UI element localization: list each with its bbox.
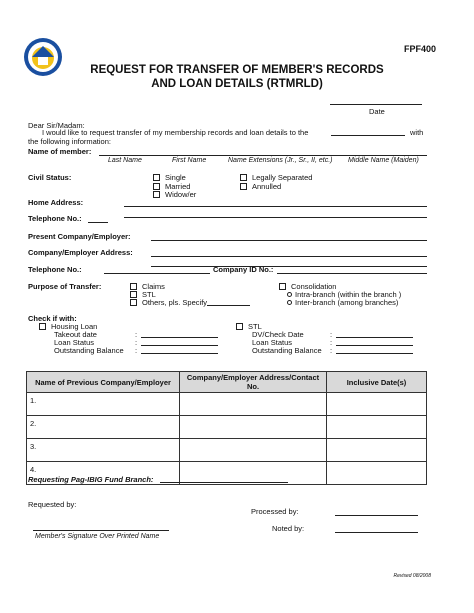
row-number-cell[interactable]: 2. (27, 416, 180, 439)
form-code: FPF400 (404, 44, 437, 54)
purpose-claims[interactable]: Claims (130, 282, 165, 291)
housing-loan-checkbox[interactable]: Housing Loan (39, 322, 97, 331)
purpose-intra-branch[interactable]: Intra-branch (within the branch ) (287, 290, 401, 299)
dates-cell[interactable] (327, 439, 427, 462)
name-extension-caption: Name Extensions (Jr., Sr., II, etc.) (228, 157, 333, 164)
previous-employer-table (26, 371, 427, 485)
requesting-branch-line[interactable] (160, 482, 288, 483)
outstanding-balance-line[interactable] (141, 353, 218, 354)
checkbox-icon (153, 174, 160, 181)
processed-by-label: Processed by: (251, 507, 299, 516)
column-header-inclusive-dates: Inclusive Date(s) (327, 372, 427, 393)
dv-check-date-line[interactable] (336, 337, 413, 338)
civil-status-single[interactable]: Single (153, 173, 186, 182)
purpose-label: Purpose of Transfer: (28, 282, 102, 291)
takeout-date-label: Takeout date (54, 330, 97, 339)
processed-by-line[interactable] (335, 515, 418, 516)
row-number-cell[interactable]: 3. (27, 439, 180, 462)
revision-note: Revised 08/2008 (393, 573, 431, 579)
colon: : (135, 338, 138, 347)
salutation: Dear Sir/Madam: (28, 121, 85, 130)
civil-status-legally-separated[interactable]: Legally Separated (240, 173, 312, 182)
checkbox-icon (153, 191, 160, 198)
outstanding-balance-label: Outstanding Balance (54, 346, 124, 355)
column-header-company-address: Company/Employer Address/Contact No. (180, 372, 327, 393)
company-address-line2[interactable] (151, 266, 427, 267)
checkbox-icon (130, 291, 137, 298)
table-row (27, 416, 427, 439)
civil-status-married[interactable]: Married (153, 182, 190, 191)
colon: : (135, 330, 138, 339)
date-label: Date (369, 107, 385, 116)
takeout-date-line[interactable] (141, 337, 218, 338)
requested-by-label: Requested by: (28, 500, 77, 509)
noted-by-line[interactable] (335, 532, 418, 533)
company-telephone-line[interactable] (104, 273, 210, 274)
requesting-branch-label: Requesting Pag-IBIG Fund Branch: (28, 475, 154, 484)
member-signature-line[interactable] (33, 530, 169, 531)
address-cell[interactable] (180, 393, 327, 416)
dates-cell[interactable] (327, 393, 427, 416)
row-number-cell[interactable]: 4. (27, 462, 180, 485)
home-address-line2[interactable] (124, 217, 427, 218)
form-title-line2: AND LOAN DETAILS (RTMRLD) (151, 78, 323, 90)
checkbox-icon (240, 174, 247, 181)
stl-outstanding-balance-line[interactable] (336, 353, 413, 354)
date-line[interactable] (330, 104, 422, 105)
civil-status-annulled[interactable]: Annulled (240, 182, 281, 191)
letter-body-line2: the following information: (28, 137, 111, 146)
middle-name-caption: Middle Name (Maiden) (348, 157, 419, 164)
purpose-inter-branch[interactable]: Inter-branch (among branches) (287, 298, 398, 307)
home-address-label: Home Address: (28, 198, 84, 207)
loan-status-line[interactable] (141, 345, 218, 346)
home-address-line1[interactable] (124, 206, 427, 207)
table-row (27, 393, 427, 416)
checkbox-icon (130, 283, 137, 290)
table-header-row (27, 372, 427, 393)
checkbox-icon (39, 323, 46, 330)
dates-cell[interactable] (327, 462, 427, 485)
dates-cell[interactable] (327, 416, 427, 439)
checkbox-icon (153, 183, 160, 190)
civil-status-label: Civil Status: (28, 173, 72, 182)
first-name-caption: First Name (172, 157, 207, 164)
colon: : (330, 346, 333, 355)
address-cell[interactable] (180, 439, 327, 462)
company-address-line1[interactable] (151, 256, 427, 257)
letter-body: I would like to request transfer of my membership records and loan details to the (42, 128, 309, 137)
form-title-line1: REQUEST FOR TRANSFER OF MEMBER'S RECORDS (90, 64, 384, 76)
letter-body-suffix: with (410, 128, 424, 137)
stl-loan-status-line[interactable] (336, 345, 413, 346)
purpose-consolidation[interactable]: Consolidation (279, 282, 336, 291)
civil-status-widow[interactable]: Widow/er (153, 190, 196, 199)
telephone-line[interactable] (88, 222, 108, 223)
member-name-line[interactable] (99, 155, 427, 156)
colon: : (330, 330, 333, 339)
radio-icon (287, 300, 292, 305)
loan-status-label: Loan Status (54, 338, 95, 347)
company-id-line[interactable] (277, 273, 427, 274)
stl-loan-status-label: Loan Status (252, 338, 293, 347)
checkbox-icon (236, 323, 243, 330)
stl-checkbox[interactable]: STL (236, 322, 262, 331)
company-telephone-label: Telephone No.: (28, 265, 82, 274)
colon: : (330, 338, 333, 347)
company-address-label: Company/Employer Address: (28, 248, 133, 257)
table-row (27, 439, 427, 462)
purpose-stl[interactable]: STL (130, 290, 156, 299)
column-header-previous-company: Name of Previous Company/Employer (27, 372, 180, 393)
purpose-others[interactable]: Others, pls. Specify (130, 298, 207, 307)
present-company-line[interactable] (151, 240, 427, 241)
radio-icon (287, 292, 292, 297)
telephone-label: Telephone No.: (28, 214, 82, 223)
address-cell[interactable] (180, 416, 327, 439)
dv-check-date-label: DV/Check Date (252, 330, 304, 339)
stl-outstanding-balance-label: Outstanding Balance (252, 346, 322, 355)
noted-by-label: Noted by: (272, 524, 305, 533)
present-company-label: Present Company/Employer: (28, 232, 131, 241)
last-name-caption: Last Name (108, 157, 142, 164)
member-name-label: Name of member: (28, 147, 92, 156)
company-id-label: Company ID No.: (213, 265, 274, 274)
colon: : (135, 346, 138, 355)
checkbox-icon (240, 183, 247, 190)
check-if-with-label: Check if with: (28, 314, 77, 323)
purpose-others-line[interactable] (207, 305, 250, 306)
checkbox-icon (130, 299, 137, 306)
row-number-cell[interactable]: 1. (27, 393, 180, 416)
transfer-branch-line[interactable] (331, 135, 405, 136)
checkbox-icon (279, 283, 286, 290)
signature-caption: Member's Signature Over Printed Name (35, 533, 160, 540)
